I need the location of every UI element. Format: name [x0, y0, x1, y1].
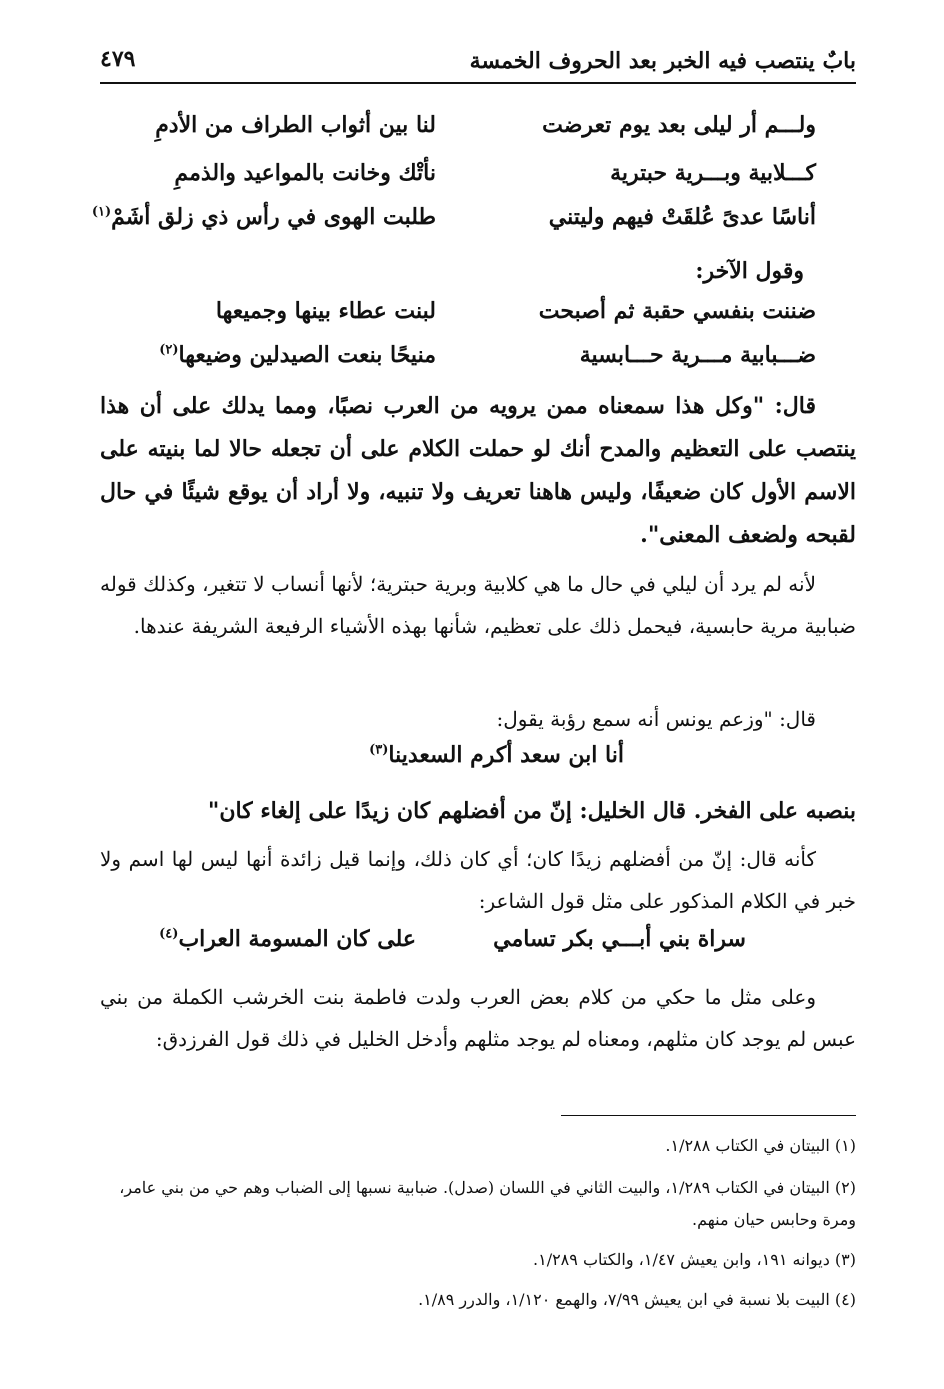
- verse-second-hemistich: [92, 204, 436, 230]
- verse-second-hemistich: لبنت عطاء بينها وجميعها: [215, 298, 436, 324]
- verse-first-hemistich: أناسًا عدىً عُلقَتْ فيهم وليتني: [548, 204, 816, 230]
- verse-line: [120, 160, 856, 200]
- paragraph: لأنه لم يرد أن ليلي في حال ما هي كلابية وبرية حبترية؛ لأنها أنساب لا تتغير، وكذلك قوله ضبابية مرية حابسية، فيحمل ذلك على تعظيم، شأنها بهذه الأشياء الرفيعة الشريفة عندها.: [100, 572, 856, 638]
- footnote-ref: (٢): [159, 342, 179, 358]
- verse-line: [369, 742, 624, 768]
- verse-first-hemistich: ضننت بنفسي حقبة ثم أصبحت: [538, 298, 816, 324]
- footnote-divider: [561, 1115, 856, 1116]
- verse-text: أنا ابن سعد أكرم السعدينا: [388, 742, 624, 768]
- verse-line: [120, 926, 856, 966]
- verse-line: [120, 342, 856, 382]
- page-number: ٤٧٩: [100, 46, 136, 72]
- verse-line: [91, 204, 856, 244]
- verse-text: منيحًا بنعت الصيدلين وضيعها: [178, 342, 436, 368]
- verse-line: [120, 112, 856, 152]
- footnote-ref: (٤): [159, 926, 179, 942]
- verse-second-hemistich: لنا بين أثواب الطراف من الأدمِ: [155, 112, 436, 138]
- verse-second-hemistich: نأتْك وخانت بالمواعيد والذممِ: [174, 160, 436, 186]
- footnote: (٤) البيت بلا نسبة في ابن يعيش ٧/٩٩، والهمع ١/١٢٠، والدرر ١/٨٩.: [418, 1290, 856, 1309]
- verse-first-hemistich: سراة بني أبـــي بكر تسامي: [493, 926, 746, 952]
- page-header: [100, 42, 856, 84]
- verse-first-hemistich: كـــلابية وبـــرية حبترية: [610, 160, 816, 186]
- footnote: (١) البيتان في الكتاب ١/٢٨٨.: [665, 1136, 856, 1155]
- verse-text: على كان المسومة العراب: [178, 926, 416, 952]
- footnote: (٢) البيتان في الكتاب ١/٢٨٩، والبيت الثاني في اللسان (صدل). ضبابية نسبها إلى الضباب وهم حي من بني عامر، ومرة وحابس حيان منهم.: [119, 1178, 856, 1229]
- verse-first-hemistich: ضـــبابية مـــرية حـــابسية: [579, 342, 816, 368]
- verse-text: طلبت الهوى في رأس ذي زلق أشَمْ: [111, 204, 436, 230]
- footnote-ref: (١): [91, 204, 112, 220]
- paragraph: كأنه قال: إنّ من أفضلهم زيدًا كان؛ أي كان ذلك، وإنما قيل زائدة أنها ليس لها اسم ولا خبر في الكلام المذكور على مثل قول الشاعر:: [100, 847, 856, 913]
- verse-second-hemistich: [159, 342, 436, 368]
- paragraph: قال: "وكل هذا سمعناه ممن يرويه من العرب نصبًا، ومما يدلك على أن هذا ينتصب على التعظيم والمدح أنك لو حملت الكلام على أن تجعله حالا لما بنيته على الاسم الأول كان ضعيفًا، وليس هاهنا تعريف ولا تنبيه، ولا أراد أن يوقع شيئًا في حال لقبحه ولضعف المعنى".: [100, 393, 856, 548]
- verse-intro: وقول الآخر:: [695, 258, 804, 284]
- verse-second-hemistich: [159, 926, 416, 952]
- footnote-ref: (٣): [369, 742, 389, 758]
- verse-first-hemistich: ولـــم أر ليلى بعد يوم تعرضت: [542, 112, 816, 138]
- paragraph: بنصبه على الفخر. قال الخليل: إنّ من أفضلهم كان زيدًا على إلغاء كان": [207, 798, 856, 824]
- paragraph: وعلى مثل ما حكي من كلام بعض العرب ولدت فاطمة بنت الخرشب الكملة من بني عبس لم يوجد كان مثلهم، ومعناه لم يوجد مثلهم وأدخل الخليل في ذلك قول الفرزدق:: [100, 985, 856, 1051]
- paragraph: قال: "وزعم يونس أنه سمع رؤبة يقول:: [496, 707, 816, 731]
- verse-line: [120, 298, 856, 338]
- footnote: (٣) ديوانه ١٩١، وابن يعيش ١/٤٧، والكتاب ١/٢٨٩.: [533, 1250, 856, 1269]
- chapter-title: بابٌ ينتصب فيه الخبر بعد الحروف الخمسة: [469, 48, 856, 74]
